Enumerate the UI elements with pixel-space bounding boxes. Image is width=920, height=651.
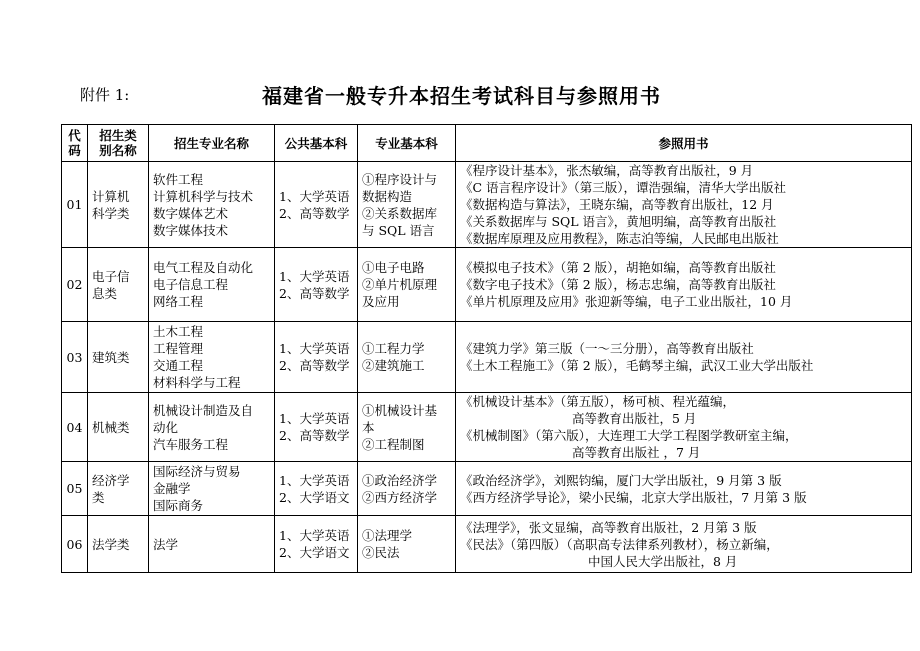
row-category: 机械类	[88, 393, 149, 462]
table-row	[62, 248, 912, 322]
row-category: 法学类	[88, 516, 149, 573]
page-title: 福建省一般专升本招生考试科目与参照用书	[262, 84, 661, 108]
row-public-subjects: 1、大学英语 2、高等数学	[275, 322, 358, 393]
row-public-subjects: 1、大学英语 2、高等数学	[275, 162, 358, 248]
header-row	[62, 125, 912, 162]
header-public: 公共基本科	[275, 125, 358, 162]
row-majors: 机械设计制造及自 动化 汽车服务工程	[149, 393, 275, 462]
table-row	[62, 516, 912, 573]
row-category: 电子信 息类	[88, 248, 149, 322]
row-public-subjects: 1、大学英语 2、高等数学	[275, 248, 358, 322]
row-references: 《程序设计基本》，张杰敏编，高等教育出版社，9 月 《C 语言程序设计》（第三版），谭浩强编，清华大学出版社 《数据构造与算法》，王晓东编，高等教育出版社，12 月 《关系数据库与 SQL 语言》，黄旭明编，高等教育出版社 《数据库原理及应用教程》，陈志泊等编，人民邮电出版社	[456, 162, 912, 248]
row-code: 03	[62, 322, 88, 393]
row-professional-subjects: ①电子电路 ②单片机原理 及应用	[358, 248, 456, 322]
table-row	[62, 393, 912, 462]
header-category: 招生类 别名称	[88, 125, 149, 162]
row-public-subjects: 1、大学英语 2、大学语文	[275, 516, 358, 573]
row-references: 《政治经济学》，刘熙钧编，厦门大学出版社，9 月第 3 版 《西方经济学导论》，梁小民编，北京大学出版社，7 月第 3 版	[456, 462, 912, 516]
row-professional-subjects: ①工程力学 ②建筑施工	[358, 322, 456, 393]
row-public-subjects: 1、大学英语 2、高等数学	[275, 393, 358, 462]
row-majors: 国际经济与贸易 金融学 国际商务	[149, 462, 275, 516]
row-majors: 软件工程 计算机科学与技术 数字媒体艺术 数字媒体技术	[149, 162, 275, 248]
row-code: 06	[62, 516, 88, 573]
header-majors: 招生专业名称	[149, 125, 275, 162]
row-category: 计算机 科学类	[88, 162, 149, 248]
table-row	[62, 322, 912, 393]
header-professional: 专业基本科	[358, 125, 456, 162]
row-references: 《建筑力学》第三版（一～三分册），高等教育出版社 《土木工程施工》（第 2 版），毛鹤琴主编，武汉工业大学出版社	[456, 322, 912, 393]
row-code: 04	[62, 393, 88, 462]
row-professional-subjects: ①机械设计基 本 ②工程制图	[358, 393, 456, 462]
row-references: 《机械设计基本》（第五版），杨可桢、程光蕴编， 高等教育出版社，5 月 《机械制图》（第六版），大连理工大学工程图学教研室主编， 高等教育出版社 ，7 月	[456, 393, 912, 462]
row-code: 02	[62, 248, 88, 322]
row-majors: 法学	[149, 516, 275, 573]
row-professional-subjects: ①程序设计与 数据构造 ②关系数据库 与 SQL 语言	[358, 162, 456, 248]
header-code: 代 码	[62, 125, 88, 162]
row-references: 《模拟电子技术》（第 2 版），胡艳如编，高等教育出版社 《数字电子技术》（第 2 版），杨志忠编，高等教育出版社 《单片机原理及应用》张迎新等编，电子工业出版社，10 月	[456, 248, 912, 322]
row-professional-subjects: ①政治经济学 ②西方经济学	[358, 462, 456, 516]
row-references: 《法理学》，张文显编，高等教育出版社，2 月第 3 版 《民法》（第四版）（高职高专法律系列教材），杨立新编， 中国人民大学出版社，8 月	[456, 516, 912, 573]
header-references: 参照用书	[456, 125, 912, 162]
row-category: 建筑类	[88, 322, 149, 393]
table-row	[62, 462, 912, 516]
row-code: 05	[62, 462, 88, 516]
row-professional-subjects: ①法理学 ②民法	[358, 516, 456, 573]
row-category: 经济学 类	[88, 462, 149, 516]
row-public-subjects: 1、大学英语 2、大学语文	[275, 462, 358, 516]
table-row	[62, 162, 912, 248]
row-majors: 电气工程及自动化 电子信息工程 网络工程	[149, 248, 275, 322]
row-majors: 土木工程 工程管理 交通工程 材料科学与工程	[149, 322, 275, 393]
exam-subject-table	[61, 124, 912, 573]
row-code: 01	[62, 162, 88, 248]
attachment-label: 附件 1:	[80, 86, 130, 104]
